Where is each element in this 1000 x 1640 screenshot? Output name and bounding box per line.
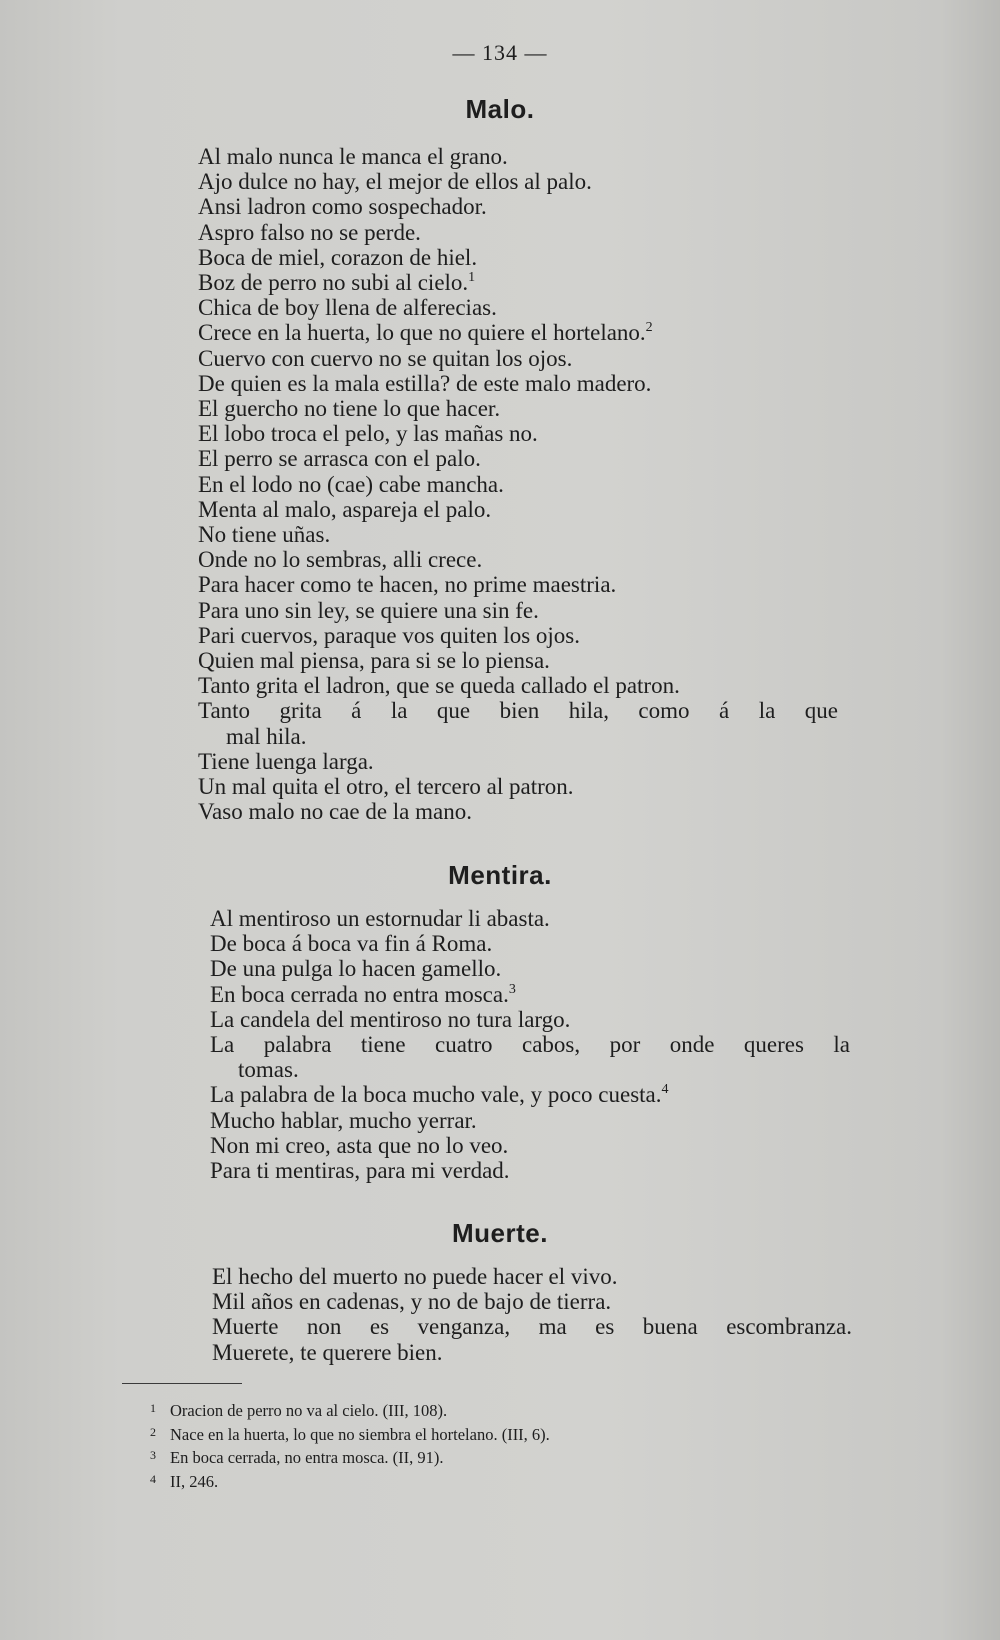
proverb-line xyxy=(210,1133,850,1158)
proverb-line xyxy=(198,497,838,522)
proverb-text: De quien es la mala estilla? de este malo madero. xyxy=(198,370,652,396)
proverb-text: Tiene luenga larga. xyxy=(198,748,374,774)
proverb-line xyxy=(198,446,838,471)
proverb-text: Tanto grita á la que bien hila, como á la que xyxy=(198,698,838,724)
proverb-line xyxy=(198,623,838,648)
proverb-text: El perro se arrasca con el palo. xyxy=(198,446,481,472)
proverb-text: Cuervo con cuervo no se quitan los ojos. xyxy=(198,345,573,371)
proverb-line xyxy=(198,421,838,446)
proverb-text: De una pulga lo hacen gamello. xyxy=(210,956,502,982)
proverb-line xyxy=(212,1264,852,1289)
proverb-text: Al malo nunca le manca el grano. xyxy=(198,144,508,169)
proverb-text: En boca cerrada no entra mosca. xyxy=(210,981,509,1007)
proverb-line xyxy=(210,1108,850,1133)
proverb-line xyxy=(198,572,838,597)
proverb-text: Para ti mentiras, para mi verdad. xyxy=(210,1158,510,1184)
proverb-text: Vaso malo no cae de la mano. xyxy=(198,799,472,825)
proverb-text: El hecho del muerto no puede hacer el vivo. xyxy=(212,1264,618,1289)
proverb-line xyxy=(198,547,838,572)
proverb-text: Chica de boy llena de alferecias. xyxy=(198,295,497,321)
footnote-marker: 2 xyxy=(645,320,653,336)
proverb-text: Non mi creo, asta que no lo veo. xyxy=(210,1132,509,1158)
footnote-number: 3 xyxy=(150,1448,156,1462)
footnote-text: En boca cerrada, no entra mosca. (II, 91). xyxy=(170,1448,444,1467)
proverb-text: Pari cuervos, paraque vos quiten los ojos. xyxy=(198,622,580,648)
proverb-line xyxy=(210,906,850,931)
proverb-line xyxy=(198,724,838,749)
proverb-line xyxy=(210,1032,850,1057)
footnote-number: 2 xyxy=(150,1424,156,1439)
section-malo xyxy=(198,144,838,824)
section-heading-mentira: Mentira. xyxy=(448,860,552,890)
proverb-line xyxy=(198,169,838,194)
footnote-separator xyxy=(122,1383,242,1384)
proverb-line xyxy=(198,144,838,169)
section-muerte xyxy=(212,1264,852,1365)
proverb-text: Crece en la huerta, lo que no quiere el hortelano. xyxy=(198,320,646,346)
proverb-line xyxy=(210,1057,850,1082)
proverb-line xyxy=(198,472,838,497)
proverb-text: Ajo dulce no hay, el mejor de ellos al palo. xyxy=(198,169,592,195)
proverb-text: Ansi ladron como sospechador. xyxy=(198,194,487,220)
proverb-line xyxy=(198,194,838,219)
footnote xyxy=(150,1422,790,1446)
proverb-line xyxy=(198,346,838,371)
footnote-marker: 3 xyxy=(508,981,516,997)
proverb-line xyxy=(198,648,838,673)
page-number: — 134 — xyxy=(452,40,548,65)
proverb-line xyxy=(198,270,838,295)
section-heading-malo: Malo. xyxy=(465,94,535,124)
proverb-line xyxy=(198,774,838,799)
proverb-text: Para hacer como te hacen, no prime maestria. xyxy=(198,572,617,598)
proverb-line xyxy=(198,220,838,245)
section-heading-muerte: Muerte. xyxy=(452,1218,548,1248)
proverb-text: El lobo troca el pelo, y las mañas no. xyxy=(198,421,538,447)
footnote-number: 4 xyxy=(150,1471,156,1486)
proverb-line xyxy=(198,371,838,396)
proverb-text: Un mal quita el otro, el tercero al patron. xyxy=(198,774,574,800)
footnote-text: Oracion de perro no va al cielo. (III, 108). xyxy=(170,1401,448,1420)
proverb-text: Mucho hablar, mucho yerrar. xyxy=(210,1107,477,1133)
proverb-line xyxy=(198,295,838,320)
proverb-text: Boca de miel, corazon de hiel. xyxy=(198,244,478,270)
proverb-text: Aspro falso no se perde. xyxy=(198,219,421,245)
proverb-line xyxy=(212,1340,852,1365)
proverb-line xyxy=(198,698,838,723)
proverb-line xyxy=(198,522,838,547)
proverb-text: Al mentiroso un estornudar li abasta. xyxy=(210,906,550,931)
proverb-text: Mil años en cadenas, y no de bajo de tierra. xyxy=(212,1289,612,1315)
proverb-text: Menta al malo, aspareja el palo. xyxy=(198,496,492,522)
proverb-line xyxy=(198,320,838,345)
proverb-text: En el lodo no (cae) cabe mancha. xyxy=(198,471,504,497)
proverb-line xyxy=(210,931,850,956)
proverb-line xyxy=(198,799,838,824)
proverb-text: La palabra de la boca mucho vale, y poco cuesta. xyxy=(210,1082,662,1108)
proverb-text: La candela del mentiroso no tura largo. xyxy=(210,1006,571,1032)
proverb-text: tomas. xyxy=(238,1057,299,1083)
proverb-line xyxy=(212,1314,852,1339)
footnote-text: II, 246. xyxy=(170,1471,219,1491)
footnote xyxy=(150,1398,790,1422)
proverb-line xyxy=(210,982,850,1007)
proverb-line xyxy=(198,245,838,270)
footnote-number: 1 xyxy=(150,1401,156,1415)
proverb-line xyxy=(198,673,838,698)
proverb-text: mal hila. xyxy=(226,723,307,749)
proverb-text: Onde no lo sembras, alli crece. xyxy=(198,547,483,573)
footnote-marker: 1 xyxy=(468,270,476,286)
proverb-line xyxy=(210,1158,850,1183)
proverb-line xyxy=(198,598,838,623)
footnote-marker: 4 xyxy=(661,1082,669,1098)
proverb-text: La palabra tiene cuatro cabos, por onde queres la xyxy=(210,1032,850,1058)
section-mentira xyxy=(210,906,850,1183)
proverb-text: Muerete, te querere bien. xyxy=(212,1339,443,1365)
proverb-text: Boz de perro no subi al cielo. xyxy=(198,270,469,296)
proverb-text: De boca á boca va fin á Roma. xyxy=(210,931,493,957)
footnote xyxy=(150,1469,790,1493)
proverb-line xyxy=(210,956,850,981)
footnote xyxy=(150,1445,790,1469)
proverb-line xyxy=(210,1082,850,1107)
proverb-text: Para uno sin ley, se quiere una sin fe. xyxy=(198,597,539,623)
footnotes xyxy=(150,1398,790,1492)
footnote-text: Nace en la huerta, lo que no siembra el hortelano. (III, 6). xyxy=(170,1424,550,1444)
proverb-text: Quien mal piensa, para si se lo piensa. xyxy=(198,648,550,674)
proverb-text: Muerte non es venganza, ma es buena escombranza. xyxy=(212,1314,852,1340)
proverb-line xyxy=(198,749,838,774)
proverb-line xyxy=(212,1289,852,1314)
proverb-text: Tanto grita el ladron, que se queda callado el patron. xyxy=(198,673,680,699)
proverb-text: El guercho no tiene lo que hacer. xyxy=(198,396,501,422)
proverb-line xyxy=(210,1007,850,1032)
proverb-text: No tiene uñas. xyxy=(198,522,331,548)
proverb-line xyxy=(198,396,838,421)
